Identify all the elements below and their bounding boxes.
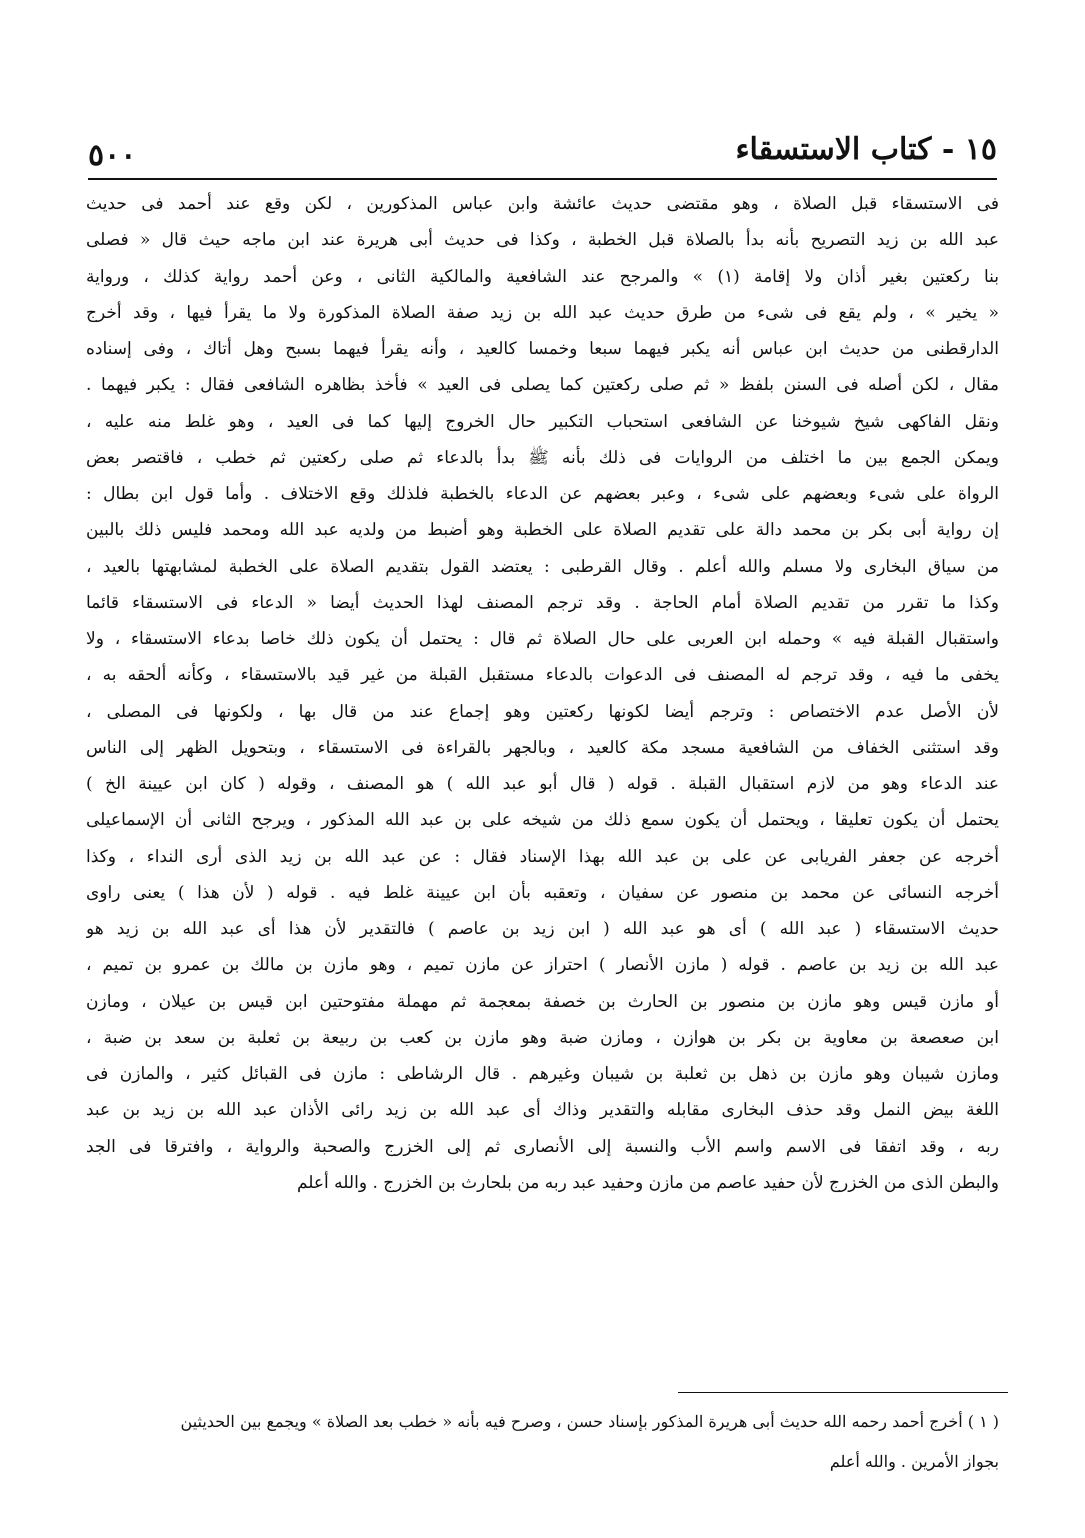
text-line: ونقل الفاكهى شيخ شيوخنا عن الشافعى استحباب التكبير حال الخروج إليها كما فى العيد ، وهو غلط منه عليه ، [86, 411, 999, 432]
text-line: أخرجه النسائى عن محمد بن منصور عن سفيان ، وتعقبه بأن ابن عيينة غلط فيه . قوله ( لأن هذا ) يعنى راوى [86, 882, 999, 903]
header-divider [88, 178, 997, 180]
text-line: ويمكن الجمع بين ما اختلف من الروايات فى ذلك بأنه ﷺ بدأ بالدعاء ثم صلى ركعتين ثم خطب ، فاقتصر بعض [86, 447, 999, 468]
text-line: مقال ، لكن أصله فى السنن بلفظ « ثم صلى ركعتين كما يصلى فى العيد » فأخذ بظاهره الشافعى فقال : يكبر فيهما . [86, 375, 999, 396]
text-line: وكذا ما تقرر من تقديم الصلاة أمام الحاجة . وقد ترجم المصنف لهذا الحديث أيضا « الدعاء فى الاستسقاء قائما [86, 592, 999, 613]
text-line: فى الاستسقاء قبل الصلاة ، وهو مقتضى حديث عائشة وابن عباس المذكورين ، لكن وقع عند أحمد فى حديث [86, 194, 999, 214]
text-line: لأن الأصل عدم الاختصاص : وترجم أيضا لكونها ركعتين وهو إجماع عند من قال بها ، ولكونها فى المصلى ، [86, 701, 999, 722]
text-line: وقد استثنى الخفاف من الشافعية مسجد مكة كالعيد ، وبالجهر بالقراءة فى الاستسقاء ، وبتحويل الظهر إلى الناس [86, 737, 999, 758]
text-line: عند الدعاء وهو من لازم استقبال القبلة . قوله ( قال أبو عبد الله ) هو المصنف ، وقوله ( كان ابن عيينة الخ ) [86, 774, 999, 794]
text-line: ومازن شيبان وهو مازن بن ذهل بن ثعلبة بن شيبان وغيرهم . قال الرشاطى : مازن فى القبائل كثير ، والمازن فى [86, 1064, 999, 1084]
text-line: الدارقطنى من حديث ابن عباس أنه يكبر فيهما سبعا وخمسا كالعيد ، وأنه يقرأ فيهما بسبح وهل أتاك ، وفى إسناده [86, 339, 999, 359]
text-line: عبد الله بن زيد التصريح بأنه بدأ بالصلاة قبل الخطبة ، وكذا فى حديث أبى هريرة عند ابن ماجه حيث قال « فصلى [86, 230, 999, 251]
text-line: بنا ركعتين بغير أذان ولا إقامة (١) » والمرجح عند الشافعية والمالكية الثانى ، وعن أحمد رواية كذلك ، ورواية [86, 266, 999, 287]
text-line: إن رواية أبى بكر بن محمد دالة على تقديم الصلاة على الخطبة وهو أضبط من ولديه عبد الله ومحمد فليس ذلك بالبين [86, 520, 999, 541]
page-number: ٥٠٠ [88, 138, 137, 173]
chapter-title: ١٥ - كتاب الاستسقاء [735, 132, 997, 167]
main-text [86, 186, 999, 1201]
text-line: ابن صعصعة بن معاوية بن بكر بن هوازن ، ومازن ضبة وهو مازن بن كعب بن ربيعة بن ثعلبة بن سعد بن ضبة ، [86, 1027, 999, 1048]
footnotes [80, 1402, 999, 1482]
footnote-line: بجواز الأمرين . والله أعلم [829, 1452, 999, 1471]
footnote-divider [678, 1392, 1008, 1393]
text-line: والبطن الذى من الخزرج لأن حفيد عاصم من مازن وحفيد عبد ربه من بلحارث بن الخزرج . والله أعلم [296, 1172, 999, 1193]
text-line: اللغة بيض النمل وقد حذف البخارى مقابله والتقدير وذاك أى عبد الله بن زيد رائى الأذان عبد الله بن زيد بن عبد [86, 1100, 999, 1121]
text-line: واستقبال القبلة فيه » وحمله ابن العربى على حال الصلاة ثم قال : يحتمل أن يكون ذلك خاصا بدعاء الاستسقاء ، ولا [86, 629, 999, 649]
text-line: الرواة على شىء وبعضهم على شىء ، وعبر بعضهم عن الدعاء بالخطبة فلذلك وقع الاختلاف . وأما قول ابن بطال : [86, 484, 999, 504]
footnote-line: ( ١ ) أخرج أحمد رحمه الله حديث أبى هريرة المذكور بإسناد حسن ، وصرح فيه بأنه « خطب بعد الصلاة » ويجمع بين الحديثين [180, 1412, 999, 1431]
text-line: حديث الاستسقاء ( عبد الله ) أى هو عبد الله ( ابن زيد بن عاصم ) فالتقدير لأن هذا أى عبد الله بن زيد هو [86, 919, 999, 939]
text-line: ربه ، وقد اتفقا فى الاسم واسم الأب والنسبة إلى الأنصارى ثم إلى الخزرج والصحبة والرواية ، وافترقا فى الجد [86, 1136, 999, 1157]
text-line: عبد الله بن زيد بن عاصم . قوله ( مازن الأنصار ) احتراز عن مازن تميم ، وهو مازن بن مالك بن عمرو بن تميم ، [86, 955, 999, 976]
text-line: أو مازن قيس وهو مازن بن منصور بن الحارث بن خصفة بمعجمة ثم مهملة مفتوحتين ابن قيس بن عيلان ، ومازن [86, 991, 999, 1012]
page-header [88, 128, 997, 180]
text-line: « يخير » ، ولم يقع فى شىء من طرق حديث عبد الله بن زيد صفة الصلاة المذكورة ولا ما يقرأ فيها ، وقد أخرج [86, 302, 999, 323]
text-line: أخرجه عن جعفر الفريابى عن على بن عبد الله بهذا الإسناد فقال : عن عبد الله بن زيد الذى أرى النداء ، وكذا [86, 846, 999, 867]
text-line: من سياق البخارى ولا مسلم والله أعلم . وقال القرطبى : يعتضد القول بتقديم الصلاة على الخطبة لمشابهتها بالعيد ، [86, 556, 999, 577]
text-line: يخفى ما فيه ، وقد ترجم له المصنف فى الدعوات بالدعاء مستقبل القبلة من غير قيد بالاستسقاء ، وكأنه ألحقه به ، [86, 665, 999, 686]
text-line: يحتمل أن يكون تعليقا ، ويحتمل أن يكون سمع ذلك من شيخه على بن عبد الله المذكور ، ويرجح الثانى أن الإسماعيلى [86, 810, 999, 831]
